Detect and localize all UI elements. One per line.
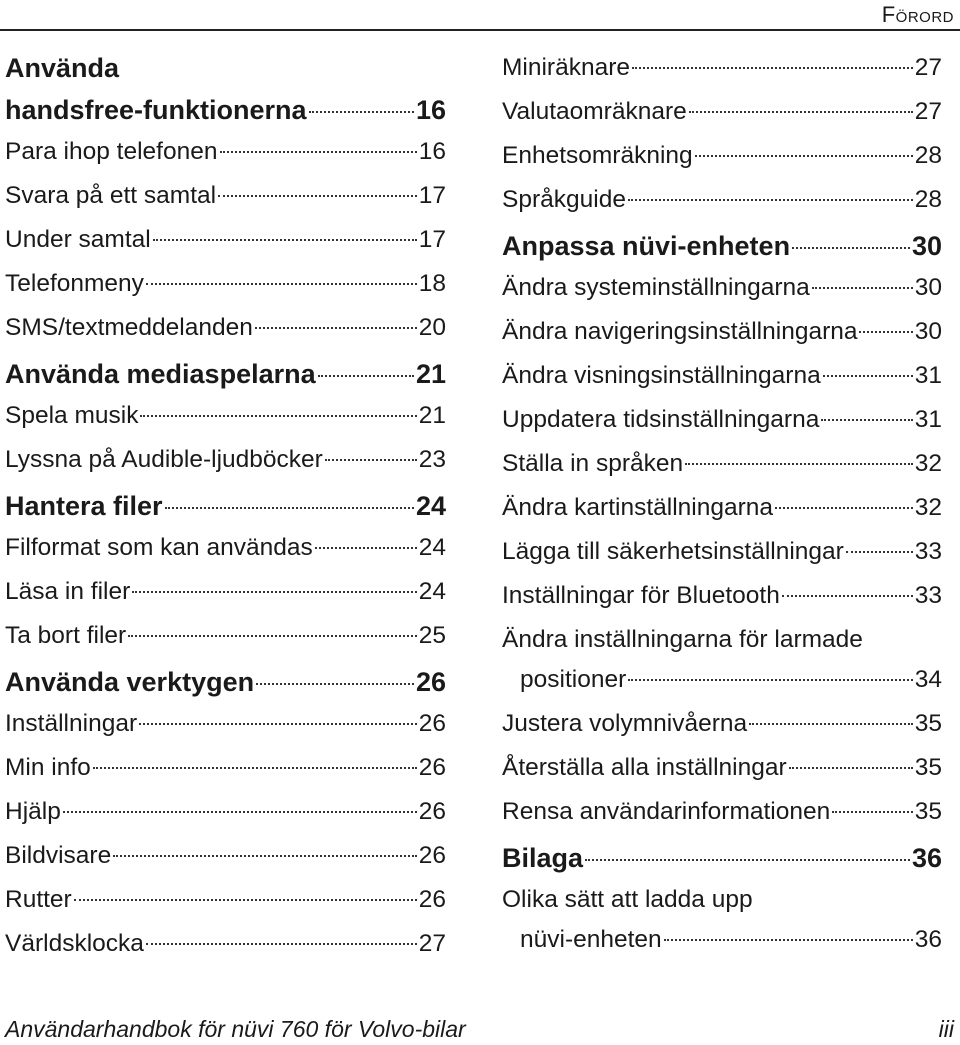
dot-leader	[139, 723, 417, 725]
toc-entry[interactable]	[502, 792, 942, 836]
toc-section-label: Använda verktygen	[5, 667, 255, 697]
toc-entry-label: Ta bort filer	[5, 622, 127, 649]
toc-entry[interactable]	[502, 660, 942, 704]
toc-entry-label: Miniräknare	[502, 54, 630, 81]
toc-entry-label: Uppdatera tidsinställningarna	[502, 406, 820, 433]
toc-entry-wrapped-line[interactable]: Ändra inställningarna för larmade	[502, 626, 863, 653]
toc-entry[interactable]	[5, 396, 446, 440]
dot-leader	[846, 551, 913, 553]
dot-leader	[823, 375, 913, 377]
toc-page-number: 35	[914, 710, 942, 737]
toc-entry[interactable]	[502, 268, 942, 312]
toc-page-number: 33	[914, 582, 942, 609]
toc-entry[interactable]	[5, 572, 446, 616]
toc-page-number: 31	[914, 362, 942, 389]
toc-entry[interactable]	[502, 920, 942, 964]
toc-page-number: 35	[914, 754, 942, 781]
toc-section-filer[interactable]	[5, 484, 446, 528]
toc-section-label: Hantera filer	[5, 491, 163, 521]
dot-leader	[218, 195, 417, 197]
header-rule	[0, 29, 960, 31]
footer-page-number: iii	[938, 1016, 954, 1042]
toc-entry-label: Språkguide	[502, 186, 626, 213]
toc-entry-label: Hjälp	[5, 798, 61, 825]
dot-leader	[775, 507, 913, 509]
dot-leader	[256, 683, 414, 685]
toc-entry-label: Valutaomräknare	[502, 98, 687, 125]
toc-entry[interactable]	[502, 704, 942, 748]
toc-entry-label: Inställningar för Bluetooth	[502, 582, 780, 609]
toc-section-label: Anpassa nüvi-enheten	[502, 231, 791, 261]
toc-entry[interactable]	[5, 704, 446, 748]
toc-entry-label: positioner	[520, 666, 627, 693]
dot-leader	[309, 111, 414, 113]
toc-entry-label: Spela musik	[5, 402, 139, 429]
toc-entry[interactable]	[5, 616, 446, 660]
toc-page-number: 31	[914, 406, 942, 433]
toc-entry-label: Läsa in filer	[5, 578, 131, 605]
dot-leader	[140, 415, 416, 417]
toc-entry[interactable]	[502, 48, 942, 92]
dot-leader	[165, 507, 414, 509]
toc-entry[interactable]	[5, 880, 446, 924]
dot-leader	[255, 327, 417, 329]
dot-leader	[220, 151, 417, 153]
toc-page-number: 35	[914, 798, 942, 825]
toc-left-column	[5, 48, 446, 968]
toc-entry-label: Telefonmeny	[5, 270, 144, 297]
toc-page-number: 27	[914, 98, 942, 125]
toc-page-number: 33	[914, 538, 942, 565]
toc-entry-label: Filformat som kan användas	[5, 534, 313, 561]
toc-entry-label: Inställningar	[5, 710, 138, 737]
toc-entry-label: Ändra visningsinställningarna	[502, 362, 821, 389]
dot-leader	[832, 811, 912, 813]
toc-page-number: 24	[418, 578, 446, 605]
toc-section-verktygen[interactable]	[5, 660, 446, 704]
toc-entry[interactable]	[502, 356, 942, 400]
dot-leader	[689, 111, 913, 113]
toc-entry[interactable]	[502, 488, 942, 532]
toc-page-number: 30	[914, 318, 942, 345]
toc-entry[interactable]	[5, 132, 446, 176]
toc-entry-label: Para ihop telefonen	[5, 138, 218, 165]
toc-entry-label: Lägga till säkerhetsinställningar	[502, 538, 844, 565]
toc-entry-label: Ändra systeminställningarna	[502, 274, 810, 301]
toc-page-number: 24	[415, 491, 446, 521]
toc-page-number: 23	[418, 446, 446, 473]
toc-page-number: 32	[914, 450, 942, 477]
toc-entry[interactable]	[5, 440, 446, 484]
toc-section-bilaga[interactable]	[502, 836, 942, 880]
toc-section-label: Bilaga	[502, 843, 584, 873]
dot-leader	[63, 811, 417, 813]
dot-leader	[859, 331, 912, 333]
toc-page-number: 26	[415, 667, 446, 697]
toc-page-number: 17	[418, 182, 446, 209]
toc-section-title: Använda	[5, 53, 120, 83]
toc-entry-label: Svara på ett samtal	[5, 182, 217, 209]
toc-entry-label: Bildvisare	[5, 842, 112, 869]
dot-leader	[325, 459, 417, 461]
dot-leader	[113, 855, 417, 857]
toc-page-number: 21	[418, 402, 446, 429]
dot-leader	[128, 635, 417, 637]
dot-leader	[664, 939, 913, 941]
dot-leader	[153, 239, 417, 241]
toc-entry-label: Lyssna på Audible-ljudböcker	[5, 446, 323, 473]
toc-entry[interactable]	[5, 220, 446, 264]
dot-leader	[146, 283, 417, 285]
toc-entry-label: Ändra kartinställningarna	[502, 494, 774, 521]
toc-entry[interactable]	[5, 924, 446, 968]
toc-section-label: Använda mediaspelarna	[5, 359, 316, 389]
dot-leader	[695, 155, 913, 157]
toc-entry-label: SMS/textmeddelanden	[5, 314, 253, 341]
dot-leader	[74, 899, 417, 901]
dot-leader	[749, 723, 913, 725]
toc-entry-label: Min info	[5, 754, 91, 781]
toc-entry-label: Rutter	[5, 886, 72, 913]
dot-leader	[685, 463, 913, 465]
toc-section-label: handsfree-funktionerna	[5, 95, 307, 125]
toc-page-number: 34	[914, 666, 942, 693]
footer-manual-title: Användarhandbok för nüvi 760 för Volvo-bilar	[5, 1016, 466, 1042]
toc-page-number: 28	[914, 142, 942, 169]
toc-entry[interactable]	[5, 748, 446, 792]
dot-leader	[628, 679, 913, 681]
dot-leader	[628, 199, 913, 201]
page-header: Förord	[881, 2, 954, 27]
toc-entry-label: Rensa användarinformationen	[502, 798, 831, 825]
toc-entry[interactable]	[5, 528, 446, 572]
toc-page-number: 21	[415, 359, 446, 389]
toc-entry[interactable]	[502, 400, 942, 444]
toc-page-number: 20	[418, 314, 446, 341]
toc-page-number: 27	[418, 930, 446, 957]
toc-page-number: 30	[914, 274, 942, 301]
toc-entry-label: Enhetsomräkning	[502, 142, 693, 169]
toc-page-number: 24	[418, 534, 446, 561]
toc-page-number: 16	[418, 138, 446, 165]
toc-entry[interactable]	[502, 444, 942, 488]
toc-entry[interactable]	[5, 308, 446, 352]
toc-page-number: 32	[914, 494, 942, 521]
toc-page-number: 26	[418, 886, 446, 913]
toc-entry-label: Världsklocka	[5, 930, 144, 957]
toc-section-mediaspelarna[interactable]	[5, 352, 446, 396]
toc-entry-label: Ställa in språken	[502, 450, 684, 477]
toc-entry[interactable]	[5, 264, 446, 308]
toc-entry-wrapped-line[interactable]: Olika sätt att ladda upp	[502, 886, 753, 913]
toc-section-handsfree[interactable]	[5, 88, 446, 132]
toc-page-number: 16	[415, 95, 446, 125]
toc-page-number: 36	[914, 926, 942, 953]
dot-leader	[821, 419, 912, 421]
toc-page-number: 26	[418, 842, 446, 869]
dot-leader	[93, 767, 417, 769]
toc-entry[interactable]	[502, 532, 942, 576]
toc-page-number: 26	[418, 798, 446, 825]
dot-leader	[792, 247, 910, 249]
toc-right-column	[502, 48, 942, 964]
dot-leader	[318, 375, 414, 377]
toc-entry[interactable]	[502, 180, 942, 224]
dot-leader	[132, 591, 416, 593]
toc-entry[interactable]	[502, 312, 942, 356]
dot-leader	[789, 767, 913, 769]
toc-entry[interactable]	[502, 136, 942, 180]
toc-page-number: 25	[418, 622, 446, 649]
toc-page-number: 17	[418, 226, 446, 253]
toc-page-number: 28	[914, 186, 942, 213]
dot-leader	[315, 547, 417, 549]
toc-section-anpassa[interactable]	[502, 224, 942, 268]
toc-page-number: 26	[418, 754, 446, 781]
toc-page-number: 30	[911, 231, 942, 261]
toc-entry[interactable]	[5, 836, 446, 880]
toc-entry[interactable]	[5, 176, 446, 220]
toc-entry-label: nüvi-enheten	[520, 926, 662, 953]
dot-leader	[812, 287, 913, 289]
toc-page-number: 27	[914, 54, 942, 81]
dot-leader	[632, 67, 913, 69]
toc-entry-label: Under samtal	[5, 226, 151, 253]
toc-page-number: 36	[911, 843, 942, 873]
toc-entry[interactable]	[502, 92, 942, 136]
toc-entry-label: Ändra navigeringsinställningarna	[502, 318, 858, 345]
toc-page-number: 18	[418, 270, 446, 297]
dot-leader	[146, 943, 417, 945]
dot-leader	[782, 595, 913, 597]
toc-entry[interactable]	[502, 748, 942, 792]
dot-leader	[585, 859, 910, 861]
toc-entry-label: Justera volymnivåerna	[502, 710, 748, 737]
toc-entry-label: Återställa alla inställningar	[502, 754, 787, 781]
toc-page-number: 26	[418, 710, 446, 737]
toc-entry[interactable]	[5, 792, 446, 836]
toc-entry[interactable]	[502, 576, 942, 620]
